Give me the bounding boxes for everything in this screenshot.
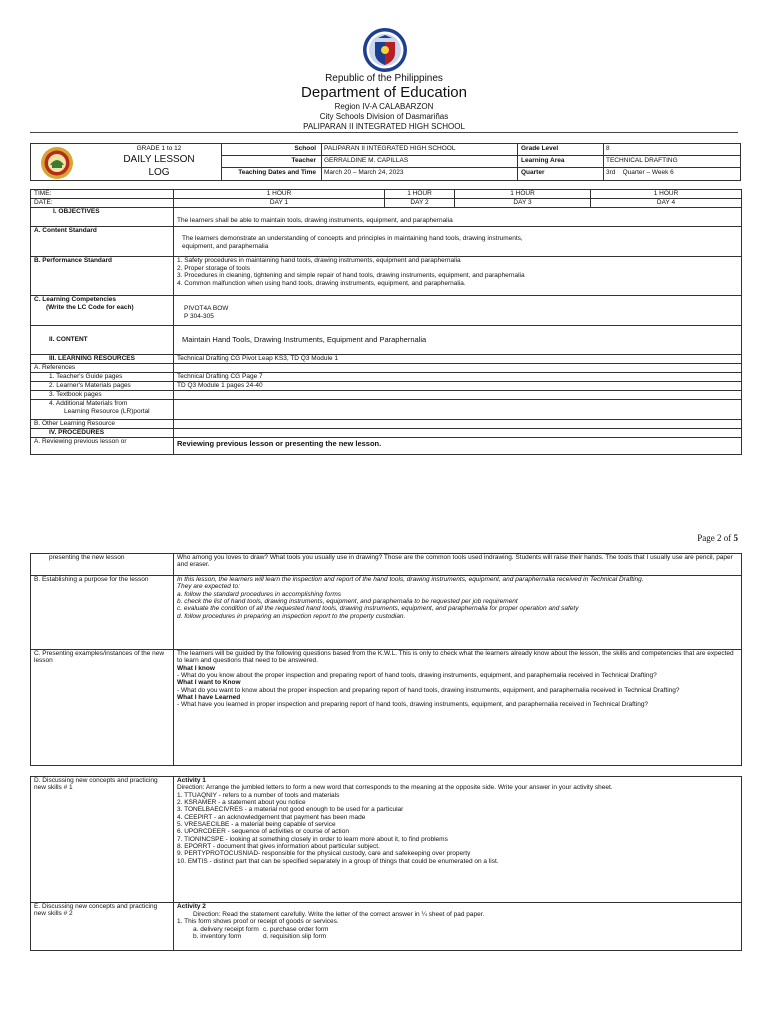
learners-materials-label: 2. Learner's Materials pages bbox=[31, 382, 174, 391]
dll-table-page-2-continued bbox=[30, 776, 742, 951]
performance-standard-list bbox=[174, 257, 742, 296]
option-item: c. purchase order form bbox=[263, 925, 329, 933]
options-row bbox=[177, 933, 738, 941]
content-text: Maintain Hand Tools, Drawing Instruments, Equipment and Paraphernalia bbox=[174, 326, 742, 355]
time-cell: 1 HOUR bbox=[591, 190, 742, 199]
question-item: 1. This form shows proof or receipt of goods or services. bbox=[177, 918, 339, 926]
table-row bbox=[31, 420, 742, 429]
list-item: a. follow the standard procedures in accomplishing forms bbox=[177, 590, 342, 598]
dll-info-box bbox=[30, 143, 741, 181]
list-item: b. check the list of hand tools, drawing instruments, equipment, and paraphernalia to be requested per job requirement bbox=[177, 598, 518, 606]
objectives-label: I. OBJECTIVES bbox=[31, 208, 174, 227]
label-line: Learning Resource (LR)portal bbox=[64, 407, 150, 415]
want-text: - What do you want to know about the proper inspection and preparing report of hand tools, drawing instruments, equipment, and paraphernalia received in Technical Drafting? bbox=[177, 686, 680, 694]
school-logo-icon bbox=[40, 146, 74, 180]
purpose-content bbox=[174, 576, 742, 650]
table-row bbox=[31, 438, 742, 455]
list-item: 7. TIONINCSPE - looking at something closely in order to learn more about it, to find problems bbox=[177, 835, 448, 843]
division-line: City Schools Division of Dasmariñas bbox=[319, 112, 449, 121]
table-row bbox=[31, 576, 742, 650]
want-heading: What I want to Know bbox=[177, 679, 241, 687]
table-row bbox=[31, 554, 742, 576]
learning-competencies-label bbox=[31, 296, 174, 326]
content-standard-line: The learners demonstrate an understanding of concepts and principles in maintaining hand tools, drawing instruments, bbox=[182, 235, 523, 242]
day-cell: DAY 2 bbox=[385, 199, 455, 208]
content-standard-text bbox=[174, 227, 742, 257]
textbook-label: 3. Textbook pages bbox=[31, 391, 174, 400]
day-cell: DAY 4 bbox=[591, 199, 742, 208]
know-text: - What do you know about the proper inspection and preparing report of hand tools, drawing instruments, equipment, and paraphernalia received in Technical Drafting? bbox=[177, 672, 657, 680]
table-row bbox=[31, 429, 742, 438]
list-item: d. follow procedures in preparing an inspection report to the property custodian. bbox=[177, 612, 406, 620]
learning-resources-text: Technical Drafting CG Pivot Leap KS3, TD Q3 Module 1 bbox=[174, 355, 742, 364]
dates-value: March 20 – March 24, 2023 bbox=[324, 169, 404, 176]
table-row bbox=[31, 208, 742, 227]
info-divider bbox=[517, 144, 518, 180]
review-continued-label: presenting the new lesson bbox=[31, 554, 174, 576]
teachers-guide-text: Technical Drafting CG Page 7 bbox=[174, 373, 742, 382]
day-cell: DAY 3 bbox=[455, 199, 591, 208]
presenting-content bbox=[174, 650, 742, 766]
additional-materials-label bbox=[31, 400, 174, 420]
quarter-value: 3rd Quarter – Week 6 bbox=[606, 169, 674, 176]
page-of: of bbox=[721, 533, 734, 543]
grade-level-label: Grade Level bbox=[521, 145, 559, 152]
list-item: 8. EPORRT - document that gives information about particular subject. bbox=[177, 843, 380, 851]
options-row bbox=[177, 926, 738, 934]
info-row-divider bbox=[221, 155, 740, 156]
table-row bbox=[31, 777, 742, 903]
content-label: II. CONTENT bbox=[31, 326, 174, 355]
dll-title-line-1: DAILY LESSON bbox=[123, 154, 195, 165]
list-item: 6. UPORCDEER - sequence of activities or course of action bbox=[177, 828, 349, 836]
learners-materials-text: TD Q3 Module 1 pages 24-40 bbox=[174, 382, 742, 391]
presenting-intro: The learners will be guided by the following questions based from the K.W.L. This is only to check what the learners already know about the lesson, the skills and competencies that are expected to learn and questions that need to be answered. bbox=[177, 650, 734, 665]
page-current: 2 bbox=[717, 533, 722, 543]
label-line: (Write the LC Code for each) bbox=[46, 303, 134, 311]
list-item: 2. KSRAMER - a statement about you notice bbox=[177, 799, 306, 807]
label-line: 4. Additional Materials from bbox=[49, 400, 128, 407]
region-line: Region IV-A CALABARZON bbox=[334, 102, 434, 111]
objectives-text: The learners shall be able to maintain tools, drawing instruments, equipment, and paraphernalia bbox=[174, 208, 742, 227]
activity-1-content bbox=[174, 777, 742, 903]
teachers-guide-label: 1. Teacher's Guide pages bbox=[31, 373, 174, 382]
dll-table-page-1 bbox=[30, 189, 742, 455]
content-standard-label: A. Content Standard bbox=[31, 227, 174, 257]
page-prefix: Page bbox=[697, 533, 717, 543]
department-title: Department of Education bbox=[301, 84, 467, 101]
table-row bbox=[31, 326, 742, 355]
table-row bbox=[31, 391, 742, 400]
day-cell: DAY 1 bbox=[174, 199, 385, 208]
table-row bbox=[31, 227, 742, 257]
table-row bbox=[31, 382, 742, 391]
school-label: School bbox=[294, 145, 316, 152]
lc-line: PIVOT4A BOW bbox=[184, 305, 229, 312]
date-label: DATE: bbox=[31, 199, 174, 208]
table-row bbox=[31, 650, 742, 766]
list-item: 10. EMTIS - distinct part that can be specified separately in a group of things that could be enumerated on a list. bbox=[177, 857, 499, 865]
table-row bbox=[31, 199, 742, 208]
option-item: b. inventory form bbox=[193, 933, 242, 941]
textbook-text bbox=[174, 391, 742, 400]
list-item: 4. Common malfunction when using hand tools, drawing instruments, equipment, and paraphernalia. bbox=[177, 279, 466, 287]
republic-line: Republic of the Philippines bbox=[325, 73, 443, 84]
presenting-label: C. Presenting examples/instances of the new lesson bbox=[31, 650, 174, 766]
list-item: 9. PERTYPROTOCUSNIAD- responsible for the physical custody, care and safekeeping over property bbox=[177, 850, 471, 858]
info-divider bbox=[603, 144, 604, 180]
other-resource-label: B. Other Learning Resource bbox=[31, 420, 174, 429]
learned-text: - What have you learned in proper inspection and preparing report of hand tools, drawing instruments, equipment, and paraphernalia received in Technical Drafting? bbox=[177, 701, 649, 709]
activity-2-content bbox=[174, 903, 742, 951]
info-divider bbox=[321, 144, 322, 180]
list-item: c. evaluate the condition of all the requested hand tools, drawing instruments, equipment, and paraphernalia for proper operation and safety bbox=[177, 605, 579, 613]
additional-materials-text bbox=[174, 400, 742, 420]
info-divider bbox=[221, 144, 222, 180]
learned-heading: What I have Learned bbox=[177, 694, 241, 702]
activity-2-title: Activity 2 bbox=[177, 903, 206, 910]
list-item: 1. Safety procedures in maintaining hand tools, drawing instruments, equipment and paraphernalia bbox=[177, 257, 461, 264]
quarter-label: Quarter bbox=[521, 169, 545, 176]
review-text: Reviewing previous lesson or presenting the new lesson. bbox=[174, 438, 742, 455]
teacher-label: Teacher bbox=[291, 157, 316, 164]
info-row-divider bbox=[221, 167, 740, 168]
list-item: 3. Procedures in cleaning, tightening and simple repair of hand tools, drawing instruments, equipment, and paraphernalia bbox=[177, 272, 525, 280]
activity-1-direction: Direction: Arrange the jumbled letters to form a new word that corresponds to the meaning at the opposite side. Write your answer in your activity sheet. bbox=[177, 784, 613, 792]
learning-competencies-text bbox=[174, 296, 742, 326]
purpose-label: B. Establishing a purpose for the lesson bbox=[31, 576, 174, 650]
references-text bbox=[174, 364, 742, 373]
discuss-1-label: D. Discussing new concepts and practicing new skills # 1 bbox=[31, 777, 174, 903]
label-line: C. Learning Competencies bbox=[34, 296, 116, 303]
time-cell: 1 HOUR bbox=[385, 190, 455, 199]
deped-seal-icon bbox=[362, 27, 408, 73]
activity-1-title: Activity 1 bbox=[177, 777, 206, 784]
grade-level-value: 8 bbox=[606, 145, 610, 152]
table-row bbox=[31, 355, 742, 364]
know-heading: What I know bbox=[177, 664, 215, 672]
dll-title bbox=[109, 154, 209, 179]
activity-2-direction: Direction: Read the statement carefully. Write the letter of the correct answer in ¼ sheet of pad paper. bbox=[193, 910, 485, 918]
review-continued-text: Who among you loves to draw? What tools you usually use in drawing? Those are the common tools used indrawing. Students will raise their hands. The tools that I usually use are pencil, paper and eraser. bbox=[174, 554, 742, 576]
header-divider bbox=[30, 132, 738, 133]
procedures-text bbox=[174, 429, 742, 438]
purpose-intro: In this lesson, the learners will learn the inspection and report of the hand tools, drawing instruments, equipment, and paraphernalia received in Technical Drafting. bbox=[177, 576, 644, 583]
learning-area-value: TECHNICAL DRAFTING bbox=[606, 157, 678, 164]
learning-area-label: Learning Area bbox=[521, 157, 565, 164]
table-row bbox=[31, 257, 742, 296]
time-cell: 1 HOUR bbox=[455, 190, 591, 199]
table-row bbox=[31, 903, 742, 951]
performance-standard-label: B. Performance Standard bbox=[31, 257, 174, 296]
other-resource-text bbox=[174, 420, 742, 429]
discuss-2-label: E. Discussing new concepts and practicing new skills # 2 bbox=[31, 903, 174, 951]
content-standard-line: equipment, and paraphernalia bbox=[182, 242, 269, 250]
dates-label: Teaching Dates and Time bbox=[238, 169, 316, 176]
list-item: 2. Proper storage of tools bbox=[177, 264, 250, 272]
references-label: A. References bbox=[31, 364, 174, 373]
teacher-value: GERRALDINE M. CAPILLAS bbox=[324, 157, 409, 164]
list-item: 3. TONELBAECIVRES - a material not good enough to be used for a particular bbox=[177, 806, 404, 814]
time-label: TIME: bbox=[31, 190, 174, 199]
table-row bbox=[31, 296, 742, 326]
lc-line: P 304-305 bbox=[184, 312, 214, 320]
purpose-expected: They are expected to: bbox=[177, 583, 240, 591]
dll-title-line-2: LOG bbox=[148, 166, 170, 178]
review-label: A. Reviewing previous lesson or bbox=[31, 438, 174, 455]
procedures-label: IV. PROCEDURES bbox=[31, 429, 174, 438]
option-item: a. delivery receipt form bbox=[193, 925, 259, 933]
school-value: PALIPARAN II INTEGRATED HIGH SCHOOL bbox=[324, 145, 456, 152]
list-item: 1. TTUAQNIY - refers to a number of tools and materials bbox=[177, 791, 340, 799]
learning-resources-label: III. LEARNING RESOURCES bbox=[31, 355, 174, 364]
school-name-line: PALIPARAN II INTEGRATED HIGH SCHOOL bbox=[303, 122, 465, 131]
table-row bbox=[31, 364, 742, 373]
time-cell: 1 HOUR bbox=[174, 190, 385, 199]
page-total: 5 bbox=[733, 533, 738, 543]
page-number bbox=[697, 533, 738, 544]
option-item: d. requisition slip form bbox=[263, 933, 327, 941]
list-item: 4. CEEPIRT - an acknowledgement that payment has been made bbox=[177, 813, 366, 821]
table-row bbox=[31, 373, 742, 382]
table-row bbox=[31, 190, 742, 199]
dll-table-page-2 bbox=[30, 553, 742, 766]
table-row bbox=[31, 400, 742, 420]
grade-range: GRADE 1 to 12 bbox=[136, 145, 182, 152]
list-item: 5. VRESAECILBE - a material being capable of service bbox=[177, 821, 336, 829]
